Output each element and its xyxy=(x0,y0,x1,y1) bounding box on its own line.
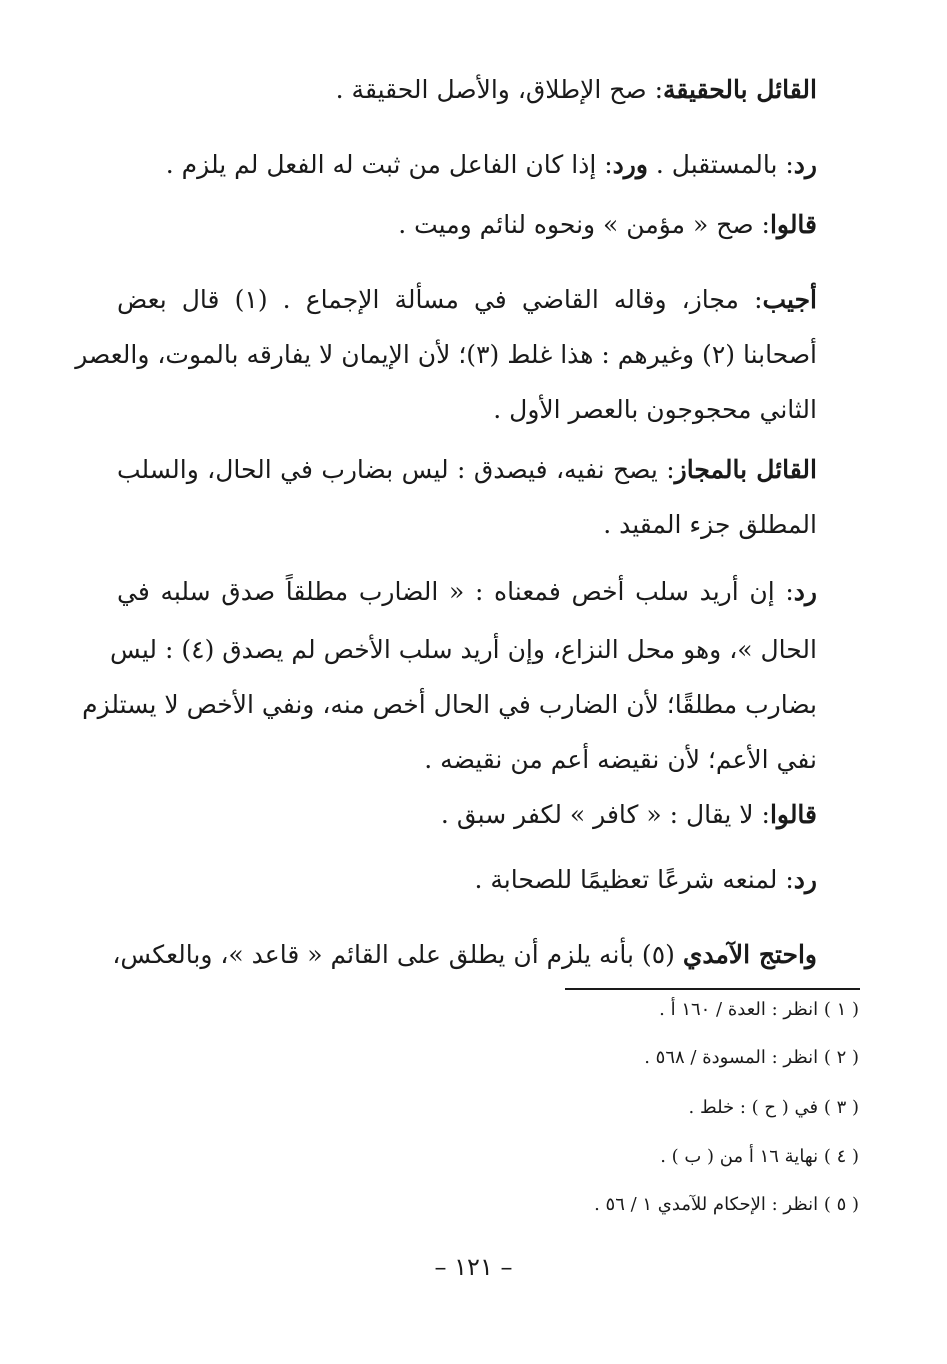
footnote: ( ٢ ) انظر : المسودة / ٥٦٨ . xyxy=(644,1047,859,1068)
term-heading: ورد xyxy=(612,150,648,179)
term-heading: واحتج الآمدي xyxy=(682,940,817,969)
footnote: ( ٣ ) في ( ح ) : خلط . xyxy=(688,1097,859,1118)
footnote-separator xyxy=(565,988,860,990)
term-heading: قالوا xyxy=(769,210,817,239)
term-heading: قالوا xyxy=(769,800,817,829)
text-line xyxy=(117,70,817,110)
text-run: : إذا كان الفاعل من ثبت له الفعل لم يلزم . xyxy=(165,150,613,179)
text-line xyxy=(117,145,817,185)
text-run: : بالمستقبل . xyxy=(655,150,794,179)
footnote: ( ١ ) انظر : العدة / ١٦٠ أ . xyxy=(659,999,859,1020)
text-line xyxy=(117,505,817,545)
text-line xyxy=(117,450,817,490)
text-run: : لمنعه شرعًا تعظيمًا للصحابة . xyxy=(474,865,794,894)
footnote: ( ٤ ) نهاية ١٦ أ من ( ب ) . xyxy=(660,1146,859,1167)
text-run: نفي الأعم؛ لأن نقيضه أعم من نقيضه . xyxy=(424,745,817,774)
text-run: بضارب مطلقًا؛ لأن الضارب في الحال أخص منه، ونفي الأخص لا يستلزم xyxy=(82,690,817,719)
text-run: : يصح نفيه، فيصدق : ليس بضارب في الحال، والسلب xyxy=(117,455,675,484)
text-run: : إن أريد سلب أخص فمعناه : « الضارب مطلقاً صدق سلبه في xyxy=(117,577,794,606)
text-line xyxy=(117,860,817,900)
page-number: – ١٢١ – xyxy=(434,1253,513,1281)
text-run: المطلق جزء المقيد . xyxy=(603,510,817,539)
text-line xyxy=(117,205,817,245)
text-line xyxy=(117,572,817,612)
text-run: أصحابنا (٢) وغيرهم : هذا غلط (٣)؛ لأن الإيمان لا يفارقه بالموت، والعصر xyxy=(75,340,817,369)
text-line xyxy=(117,390,817,430)
text-run: : مجاز، وقاله القاضي في مسألة الإجماع . (١) قال بعض xyxy=(117,285,763,314)
term-heading: القائل بالمجاز xyxy=(674,455,817,484)
text-line xyxy=(110,630,817,670)
term-heading: رد xyxy=(793,577,817,606)
term-heading: رد xyxy=(793,865,817,894)
text-line xyxy=(82,685,817,725)
text-line xyxy=(112,935,817,975)
text-line xyxy=(117,795,817,835)
term-heading: أجيب xyxy=(762,285,817,314)
text-line xyxy=(117,280,817,320)
text-run: : صح « مؤمن » ونحوه لنائم وميت . xyxy=(398,210,770,239)
footnote: ( ٥ ) انظر : الإحكام للآمدي ١ / ٥٦ . xyxy=(594,1194,859,1215)
text-run: الحال »، وهو محل النزاع، وإن أريد سلب الأخص لم يصدق (٤) : ليس xyxy=(110,635,817,664)
text-line xyxy=(117,740,817,780)
text-line xyxy=(75,335,817,375)
term-heading: رد xyxy=(793,150,817,179)
text-run: (٥) بأنه يلزم أن يطلق على القائم « قاعد »، وبالعكس، xyxy=(112,940,675,969)
text-run: : لا يقال : « كافر » لكفر سبق . xyxy=(440,800,770,829)
text-run: : صح الإطلاق، والأصل الحقيقة . xyxy=(335,75,663,104)
text-run: الثاني محجوجون بالعصر الأول . xyxy=(493,395,817,424)
term-heading: القائل بالحقيقة xyxy=(663,75,817,104)
